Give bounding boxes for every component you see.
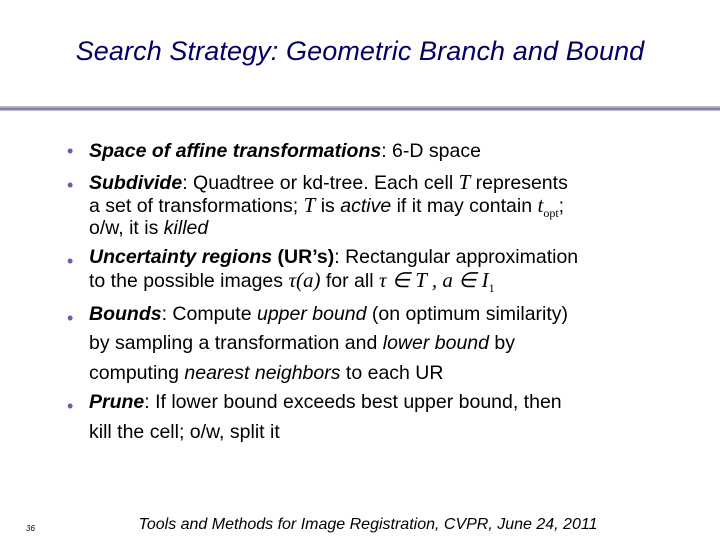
bullet-item-subdivide xyxy=(67,169,706,241)
bullet-text: : 6-D space xyxy=(381,140,481,162)
bullet-text: a set of transformations; xyxy=(89,194,304,217)
bullet-text: computing xyxy=(89,361,185,384)
bullet-term-paren: (UR’s) xyxy=(272,245,335,268)
math-subscript: opt xyxy=(543,205,559,220)
bullet-dot-icon: • xyxy=(67,396,74,416)
bullet-emphasis: lower bound xyxy=(382,332,489,354)
bullet-text: kill the cell; o/w, split it xyxy=(89,420,280,443)
math-expression: τ(a) xyxy=(288,268,321,292)
bullet-text: to the possible images xyxy=(89,270,289,292)
bullet-term: Subdivide xyxy=(89,171,183,194)
bullet-text: by sampling a transformation and xyxy=(89,332,383,354)
bullet-term: Space of affine transformations xyxy=(89,140,382,162)
bullet-item-uncertainty xyxy=(67,245,706,295)
bullet-text: represents xyxy=(470,171,568,194)
bullet-text: : Quadtree or kd-tree. Each cell xyxy=(182,171,459,194)
bullet-emphasis: upper bound xyxy=(256,302,367,325)
bullet-text: o/w, it is xyxy=(89,217,164,239)
slide-title: Search Strategy: Geometric Branch and Bound xyxy=(75,36,645,66)
bullet-dot-icon: • xyxy=(67,250,74,271)
bullet-term: Prune xyxy=(89,391,145,413)
bullet-text: ; xyxy=(558,194,565,217)
bullet-term: Bounds xyxy=(89,302,162,325)
math-var: T xyxy=(303,192,316,217)
bullet-term: Uncertainty regions xyxy=(89,245,273,268)
bullet-text: for all xyxy=(320,270,379,292)
bullet-emphasis: killed xyxy=(163,217,209,239)
math-expression: τ ∈ T , a ∈ I xyxy=(379,268,489,292)
slide-number: 36 xyxy=(26,524,35,533)
title-divider xyxy=(0,106,720,111)
math-var: t xyxy=(537,192,544,217)
bullet-item-prune xyxy=(67,391,706,444)
bullet-dot-icon: • xyxy=(67,174,74,195)
bullet-text: to each UR xyxy=(340,361,444,384)
bullet-dot-icon: • xyxy=(67,141,74,161)
bullet-emphasis: nearest neighbors xyxy=(184,361,341,384)
bullet-item-bounds xyxy=(67,302,706,386)
bullet-list xyxy=(67,136,706,444)
bullet-text: : Compute xyxy=(161,302,257,325)
bullet-dot-icon: • xyxy=(67,307,74,328)
math-subscript: 1 xyxy=(488,281,495,295)
bullet-text: (on optimum similarity) xyxy=(366,302,569,325)
bullet-text: : If lower bound exceeds best upper bound, then xyxy=(144,391,562,413)
bullet-text: : Rectangular approximation xyxy=(334,245,579,268)
math-var: T xyxy=(458,169,471,194)
slide-footer: Tools and Methods for Image Registration, CVPR, June 24, 2011 xyxy=(138,516,598,533)
bullet-text: is xyxy=(315,194,341,217)
bullet-text: by xyxy=(489,332,516,354)
bullet-emphasis: active xyxy=(340,194,392,217)
bullet-text: if it may contain xyxy=(391,194,538,217)
bullet-item-space xyxy=(67,136,706,167)
